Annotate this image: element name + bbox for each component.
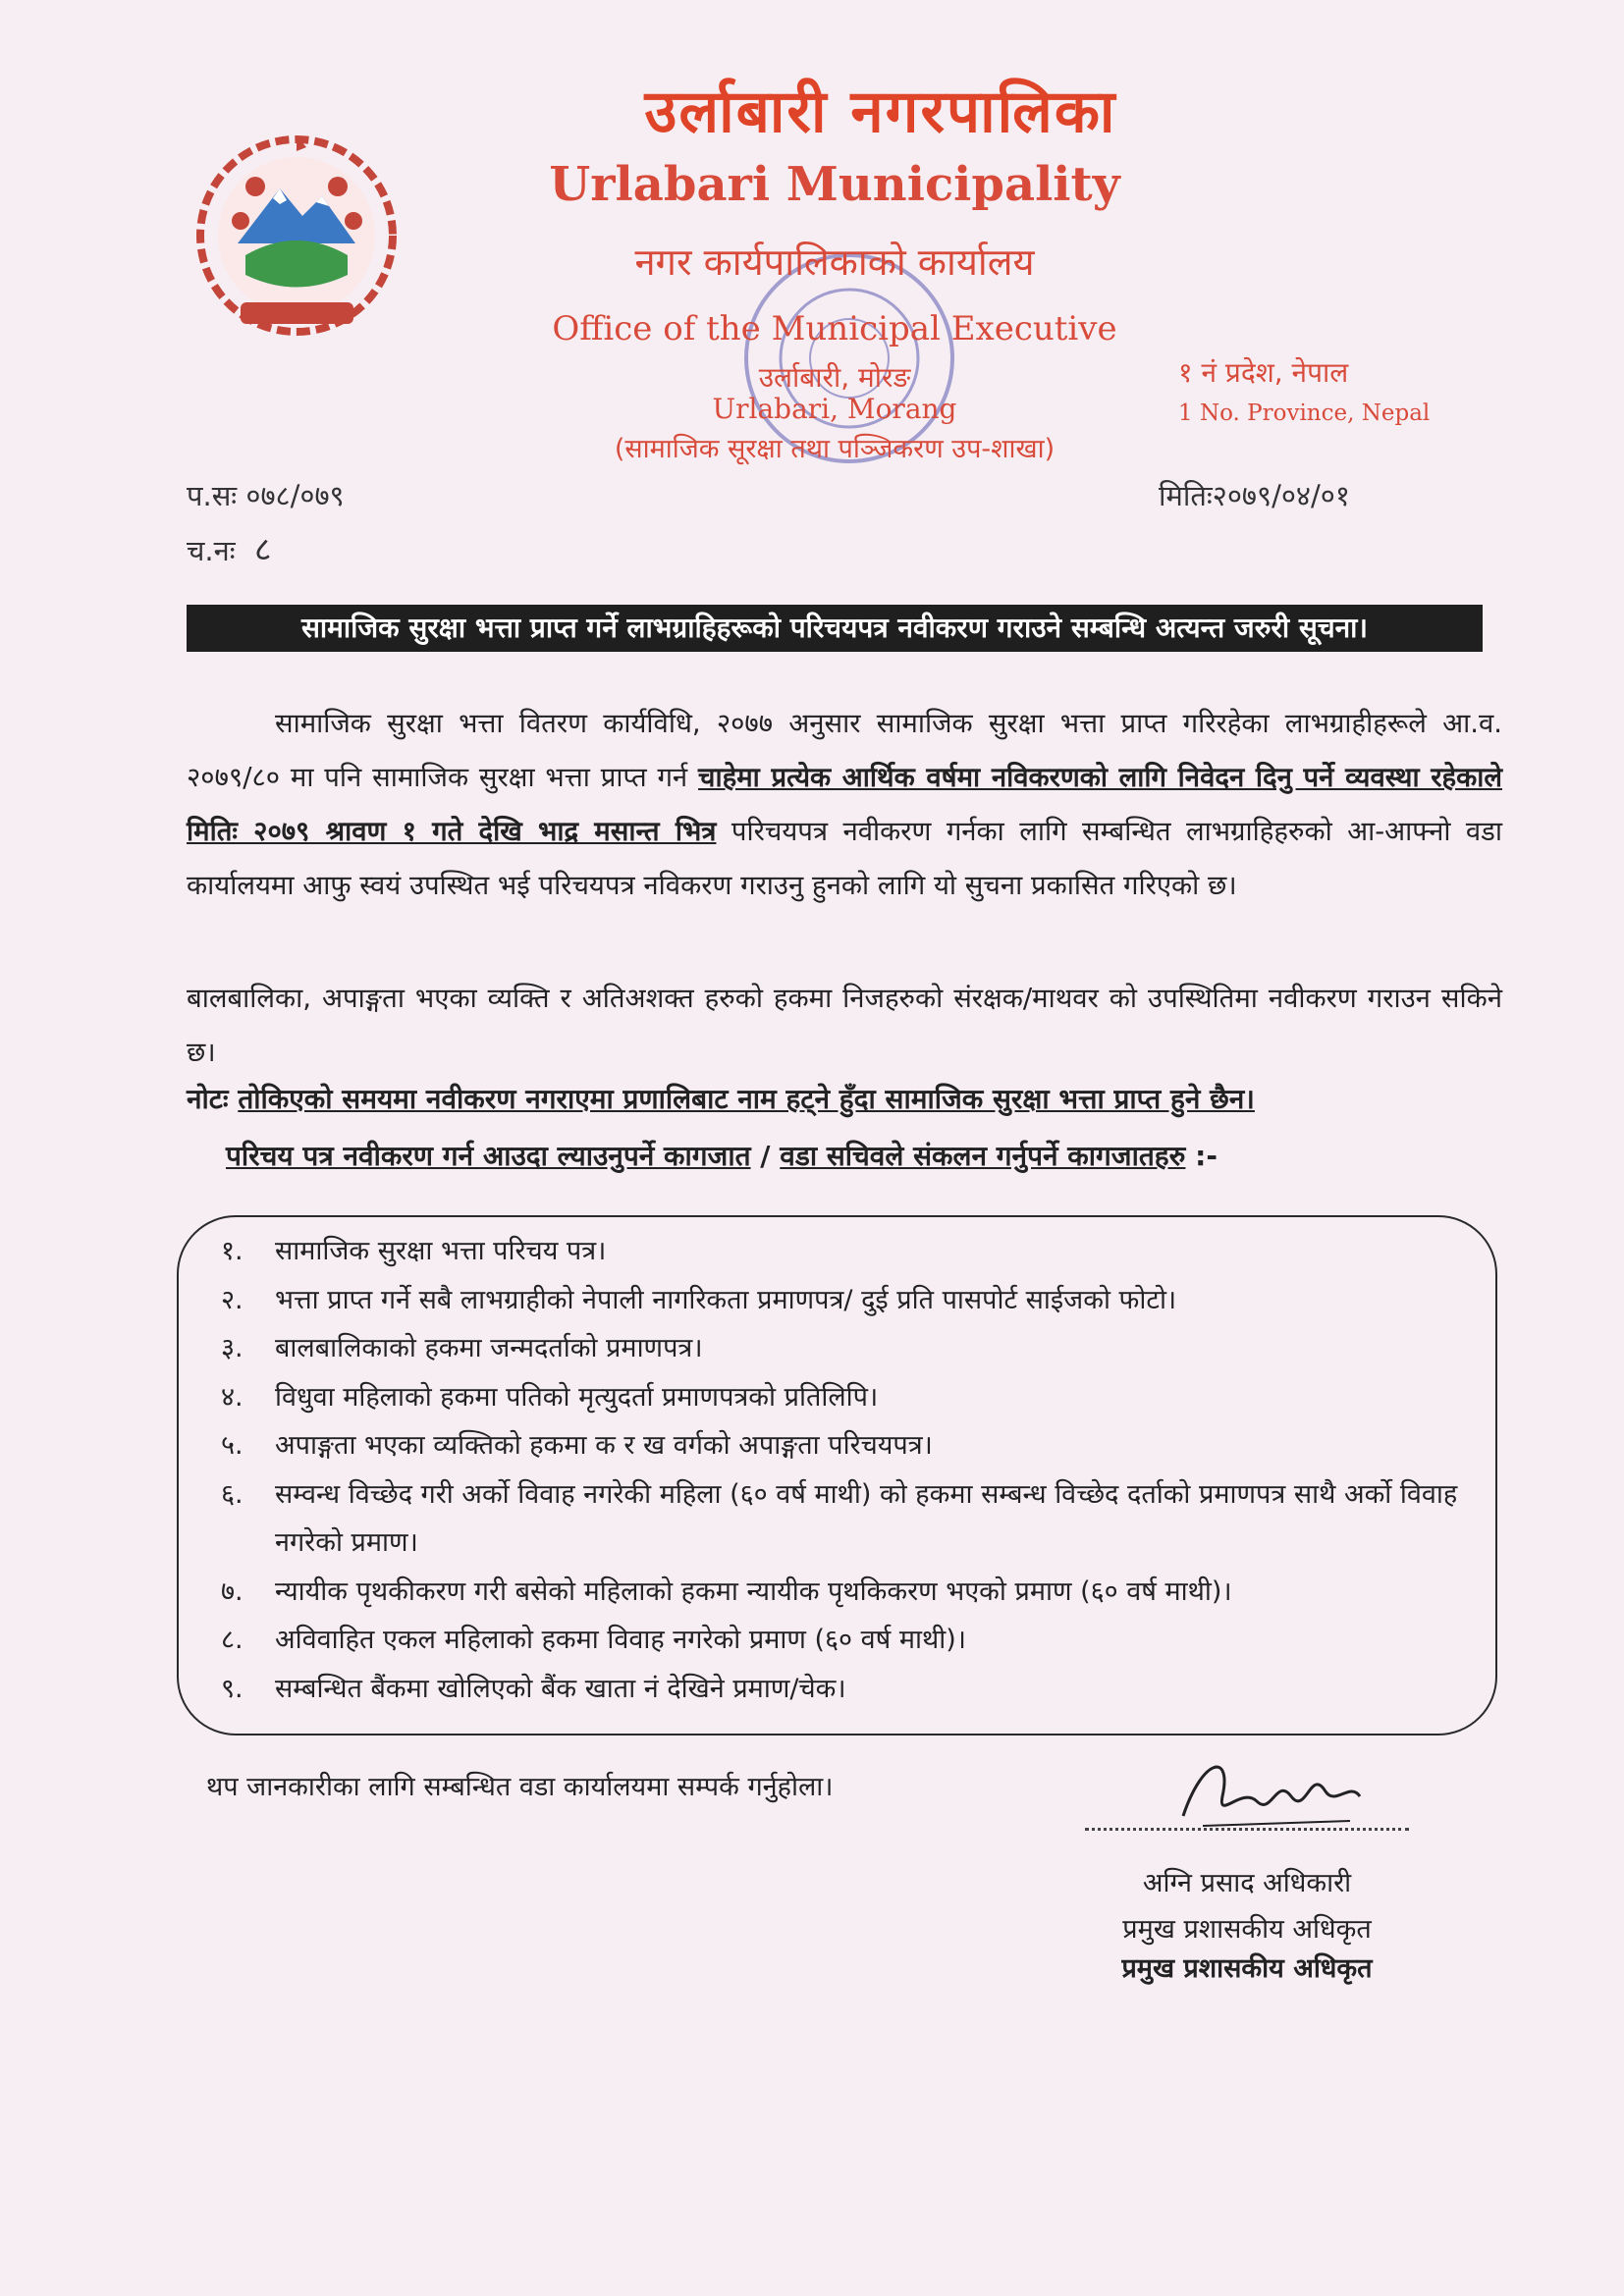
list-item xyxy=(221,1616,1488,1665)
documents-heading-part-1: परिचय पत्र नवीकरण गर्न आउदा ल्याउनुपर्ने कागजात xyxy=(226,1140,751,1172)
list-item-number: ६. xyxy=(221,1478,244,1510)
list-item xyxy=(221,1373,1488,1422)
list-item xyxy=(221,1568,1488,1617)
list-item xyxy=(221,1324,1488,1373)
documents-heading-separator: / xyxy=(750,1140,781,1172)
contact-note: थप जानकारीका लागि सम्बन्धित वडा कार्यालयमा सम्पर्क गर्नुहोला। xyxy=(206,1772,834,1802)
documents-heading-tail: :- xyxy=(1185,1140,1218,1172)
reference-number: प.सः ०७८/०७९ xyxy=(187,479,345,512)
handwritten-signature xyxy=(1164,1747,1389,1841)
note-text: तोकिएको समयमा नवीकरण नगराएमा प्रणालिबाट नाम हट्ने हुँदा सामाजिक सुरक्षा भत्ता प्राप्त हुने छैन। xyxy=(238,1083,1255,1115)
list-item-text: अविवाहित एकल महिलाको हकमा विवाह नगरेको प्रमाण (६० वर्ष माथी)। xyxy=(275,1625,966,1655)
list-item-text: अपाङ्गता भएका व्यक्तिको हकमा क र ख वर्गको अपाङ्गता परिचयपत्र। xyxy=(275,1430,933,1461)
municipality-name-nepali: उर्लाबारी नगरपालिका xyxy=(644,78,1117,146)
document-date: मितिः२०७९/०४/०१ xyxy=(1159,479,1350,512)
signer-designation: प्रमुख प्रशासकीय अधिकृत xyxy=(1122,1914,1372,1945)
notice-subject: सामाजिक सुरक्षा भत्ता प्राप्त गर्ने लाभग्राहिहरूको परिचयपत्र नवीकरण गराउने सम्बन्धि अत्यन्त जरुरी सूचना। xyxy=(187,605,1483,652)
location-nepali: उर्लाबारी, मोरङ xyxy=(758,361,911,394)
list-item-number: ८. xyxy=(221,1625,244,1655)
list-item-number: २. xyxy=(221,1284,244,1315)
signer-name: अग्नि प्रसाद अधिकारी xyxy=(1142,1868,1352,1898)
note-label: नोटः xyxy=(187,1083,229,1115)
designation-stamp: प्रमुख प्रशासकीय अधिकृत xyxy=(1121,1953,1373,1984)
municipality-name-english: Urlabari Municipality xyxy=(549,157,1120,212)
list-item xyxy=(221,1276,1488,1325)
documents-heading xyxy=(226,1137,1218,1174)
signature-line xyxy=(1085,1828,1409,1831)
list-item-text: बालबालिकाको हकमा जन्मदर्ताको प्रमाणपत्र। xyxy=(275,1333,703,1363)
list-item xyxy=(221,1665,1488,1714)
list-item-text: न्यायीक पृथकीकरण गरी बसेको महिलाको हकमा न्यायीक पृथकिकरण भएको प्रमाण (६० वर्ष माथी)। xyxy=(275,1575,1232,1607)
list-item-text: सम्वन्ध विच्छेद गरी अर्को विवाह नगरेकी महिला (६० वर्ष माथी) को हकमा सम्बन्ध विच्छेद दर्ताको प्रमाणपत्र साथै अर्को विवाह नगरेको प्रमाण। xyxy=(275,1478,1458,1558)
list-item-number: ३. xyxy=(221,1333,244,1363)
documents-list xyxy=(221,1227,1488,1713)
list-item-text: भत्ता प्राप्त गर्ने सबै लाभग्राहीको नेपाली नागरिकता प्रमाणपत्र/ दुई प्रति पासपोर्ट साईजको फोटो। xyxy=(275,1284,1177,1315)
list-item xyxy=(221,1227,1488,1276)
note-line xyxy=(187,1080,1255,1117)
nepal-emblem-icon xyxy=(187,128,407,339)
province-english: 1 No. Province, Nepal xyxy=(1178,400,1431,426)
dispatch-number xyxy=(187,525,272,570)
dispatch-label: च.नः xyxy=(187,534,236,567)
province-nepali: १ नं प्रदेश, नेपाल xyxy=(1178,356,1349,389)
list-item xyxy=(221,1421,1488,1470)
office-name-nepali: नगर कार्यपालिकाको कार्यालय xyxy=(634,240,1035,284)
body-paragraph-2: बालबालिका, अपाङ्गता भएका व्यक्ति र अतिअशक्त हरुको हकमा निजहरुको संरक्षक/माथवर को उपस्थितिमा नवीकरण गराउन सकिने छ। xyxy=(187,983,1502,1068)
p1-emphasis: चाहेमा प्रत्येक आर्थिक वर्षमा नविकरणको लागि निवेदन दिनु पर्ने व्यवस्था रहेकाले मितिः २०७९ श्रावण १ गते देखि भाद्र मसान्त भित्र xyxy=(187,762,1502,847)
list-item-number: ४. xyxy=(221,1381,244,1413)
list-item-number: ९. xyxy=(221,1673,244,1704)
body-paragraph-1 xyxy=(187,697,1502,913)
dispatch-value: ८ xyxy=(253,530,272,569)
branch-name: (सामाजिक सूरक्षा तथा पञ्जिकरण उप-शाखा) xyxy=(614,434,1056,464)
list-item-text: विधुवा महिलाको हकमा पतिको मृत्युदर्ता प्रमाणपत्रको प्रतिलिपि। xyxy=(275,1381,879,1413)
p1-text-end: परिचयपत्र नवीकरण गर्नका लागि सम्बन्धित लाभग्राहिहरुको आ-आफ्नो वडा कार्यालयमा आफु स्वयं उपस्थित भई परिचयपत्र नविकरण गराउनु हुनको लागि यो सुचना प्रकासित गरिएको छ। xyxy=(187,816,1502,901)
list-item-number: ७. xyxy=(221,1575,244,1607)
documents-heading-part-2: वडा सचिवले संकलन गर्नुपर्ने कागजातहरु xyxy=(780,1140,1186,1172)
office-name-english: Office of the Municipal Executive xyxy=(552,309,1117,348)
location-english: Urlabari, Morang xyxy=(712,393,957,425)
list-item-text: सम्बन्धित बैंकमा खोलिएको बैंक खाता नं देखिने प्रमाण/चेक। xyxy=(275,1673,846,1704)
list-item-number: १. xyxy=(221,1236,244,1266)
list-item-number: ५. xyxy=(221,1430,244,1461)
p1-text-start: सामाजिक सुरक्षा भत्ता वितरण कार्यविधि, २०७७ अनुसार सामाजिक सुरक्षा भत्ता प्राप्त गरिरहेका लाभग्राहीहरूले आ.व. २०७९/८० मा पनि सामाजिक सुरक्षा भत्ता प्राप्त गर्न xyxy=(187,708,1502,793)
list-item xyxy=(221,1470,1488,1568)
list-item-text: सामाजिक सुरक्षा भत्ता परिचय पत्र। xyxy=(275,1236,607,1266)
